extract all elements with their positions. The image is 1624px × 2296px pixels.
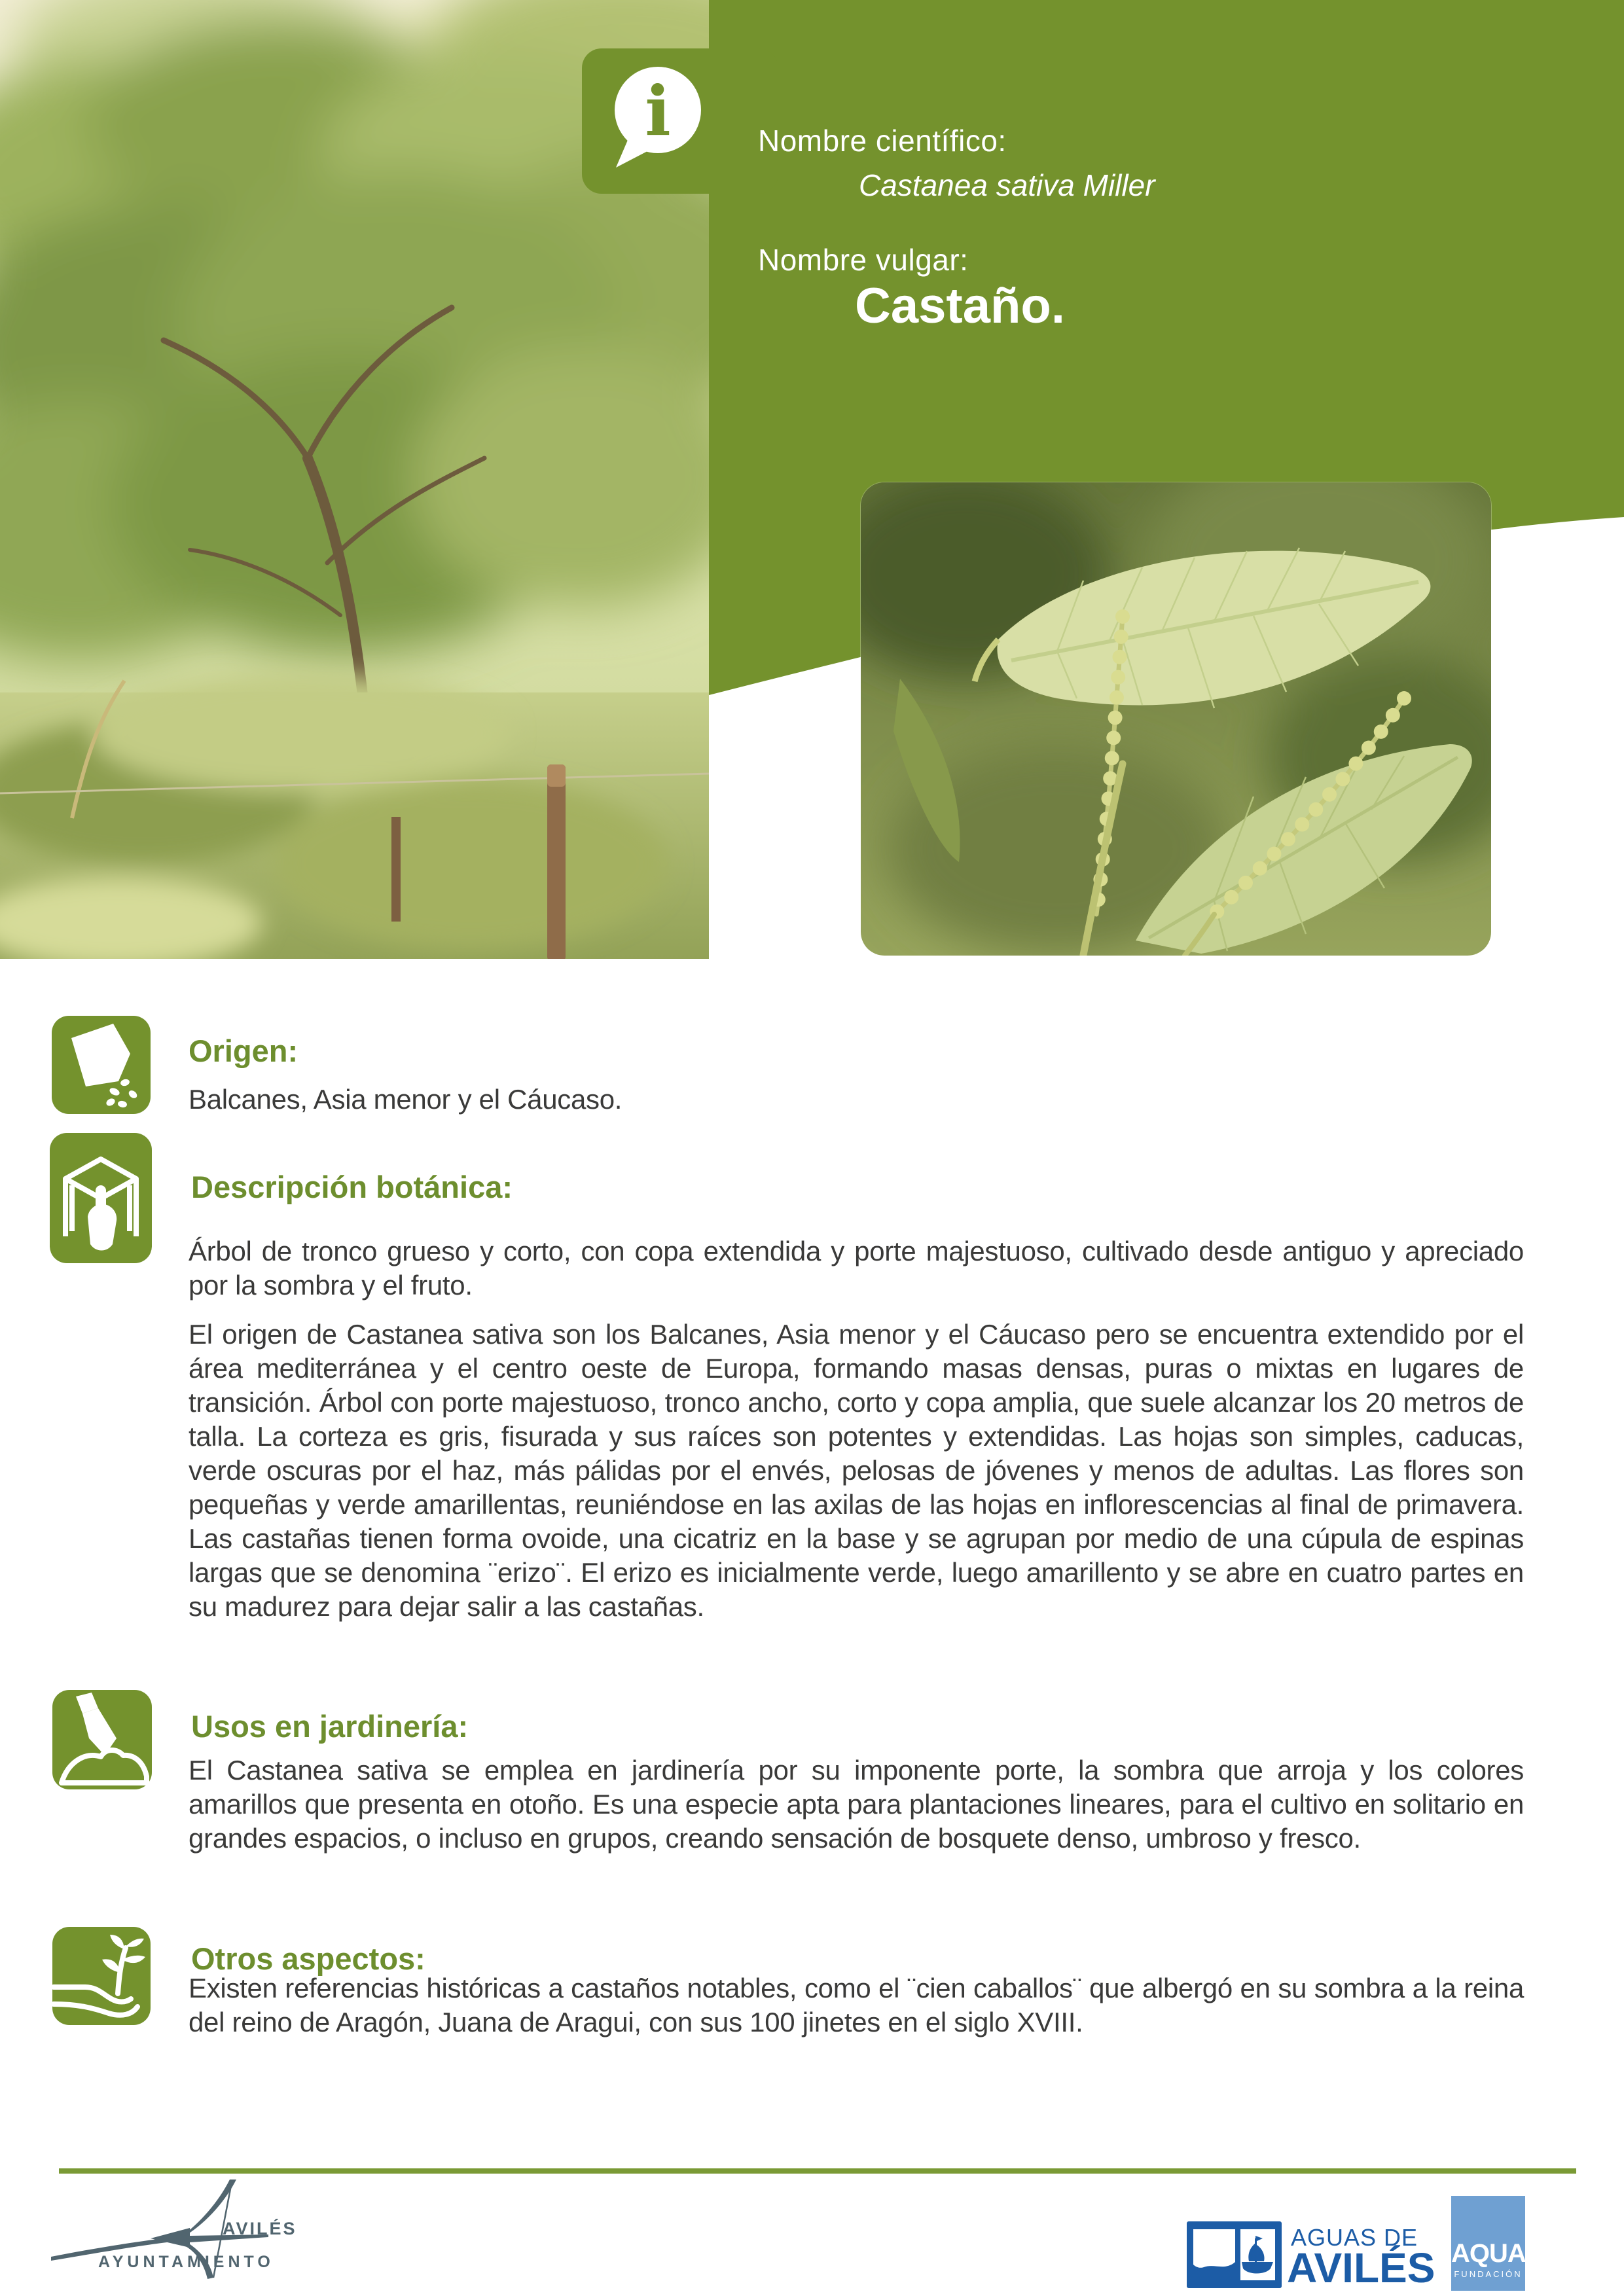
section-title-usos: Usos en jardinería: [191, 1709, 469, 1744]
descripcion-paragraph-1: Árbol de tronco grueso y corto, con copa extendida y porte majestuoso, cultivado desde antiguo y apreciado por la sombra y el fruto. [189, 1236, 1524, 1300]
seed-packet-icon [52, 1016, 151, 1114]
origen-paragraph: Balcanes, Asia menor y el Cáucaso. [189, 1084, 623, 1115]
common-name: Castaño. [855, 278, 1065, 334]
planting-sprig-icon [52, 1927, 151, 2025]
aguas-logo-line2: AVILÉS [1287, 2244, 1435, 2291]
section-title-otros: Otros aspectos: [191, 1941, 425, 1976]
scientific-name: Castanea sativa Miller [859, 168, 1155, 202]
aquae-sub-label: FUNDACIÓN [1454, 2269, 1523, 2279]
chestnut-leaf-photo [861, 482, 1491, 956]
aguas-de-aviles-logo-icon [1187, 2221, 1282, 2288]
fence-post [547, 764, 566, 959]
ayuntamiento-org-label: AYUNTAMIENTO [98, 2253, 274, 2271]
descripcion-paragraph-2: El origen de Castanea sativa son los Balcanes, Asia menor y el Cáucaso pero se encuentra extendido por el área mediterránea y el centro oeste de Europa, formando masas densas, puras o mixtas en lugares de transición. Árbol con porte majestuoso, tronco ancho, corto y copa amplia, que suele alcanzar los 20 metros de talla. La corteza es gris, fisurada y sus raíces son potentes y extendidas. Las hojas son simples, caducas, verde oscuras por el haz, más pálidas por el envés, pelosas de jóvenes y menos de adultas. Las flores son pequeñas y verde amarillentas, reuniéndose en las axilas de las hojas en inflorescencias al final de primavera. Las castañas tienen forma ovoide, una cicatriz en la base y se agrupan por medio de una cúpula de espinas largas que se denomina ¨erizo¨. El erizo es inicialmente verde, luego amarillento y se abre en cuatro partes en su madurez para dejar salir a las castañas. [189, 1319, 1524, 1622]
footer-divider [59, 2168, 1576, 2174]
aguas-logo-line1: AGUAS DE [1291, 2224, 1418, 2251]
otros-paragraph: Existen referencias históricas a castaños notables, como el ¨cien caballos¨ que albergó en su sombra a la reina del reino de Aragón, Juana de Aragui, con sus 100 jinetes en el siglo XVIII. [189, 1973, 1524, 2037]
aquae-fundacion-logo [1451, 2196, 1540, 2291]
info-badge [582, 48, 778, 194]
usos-paragraph: El Castanea sativa se emplea en jardinería por su imponente porte, la sombra que arroja y los colores amarillos que presenta en otoño. Es una especie apta para plantaciones lineares, para el cultivo en solitario en grandes espacios, o incluso en grupos, creando sensación de bosquete denso, umbroso y fresco. [189, 1755, 1524, 1854]
open-book-hand-icon [50, 1133, 152, 1263]
trowel-soil-icon [52, 1690, 152, 1789]
section-title-descripcion: Descripción botánica: [191, 1170, 513, 1204]
svg-text:i: i [645, 71, 671, 151]
common-name-label: Nombre vulgar: [758, 243, 969, 277]
section-title-origen: Origen: [189, 1033, 298, 1068]
aquae-brand-label: AQUAe [1451, 2239, 1540, 2268]
ayuntamiento-city-label: AVILÉS [223, 2219, 297, 2238]
info-icon [605, 59, 710, 177]
scientific-name-label: Nombre científico: [758, 124, 1007, 158]
